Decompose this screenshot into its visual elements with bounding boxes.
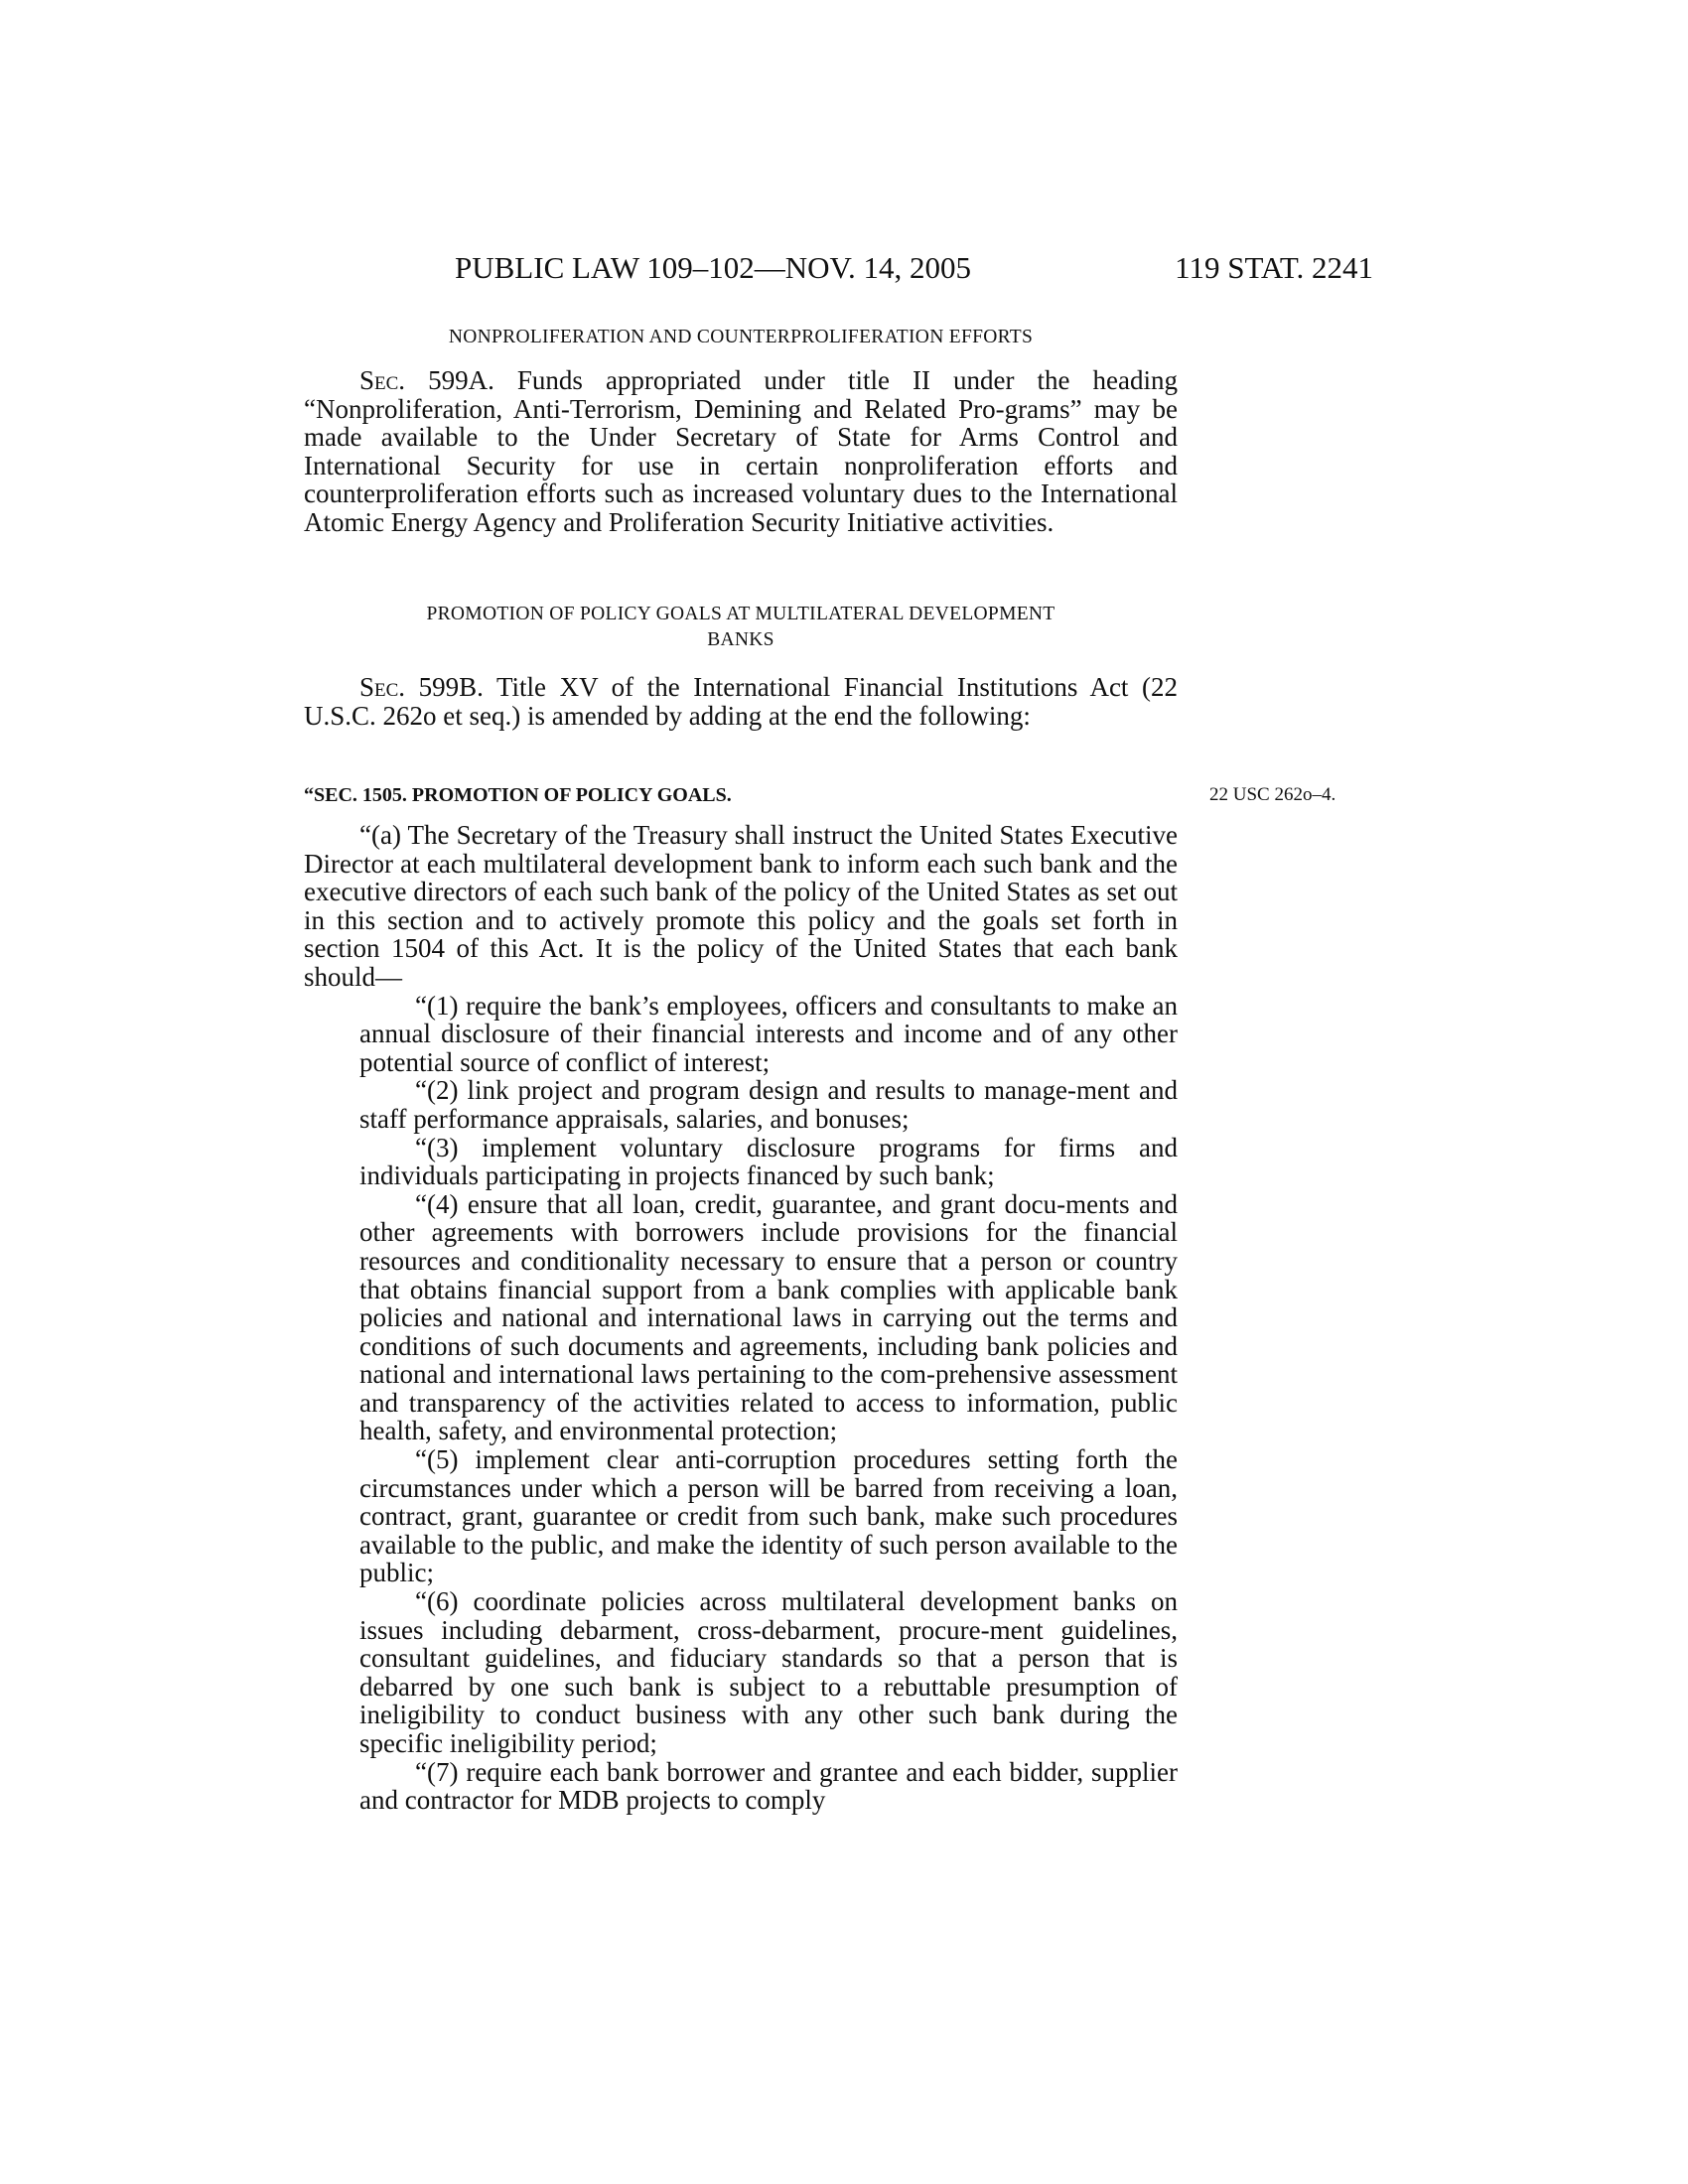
section-1505-intro: “(a) The Secretary of the Treasury shall instruct the United States Executive Director at each multilateral development bank to inform each such bank and the executive directors of each such bank of the policy of the United States as set out in this section and to actively promote this policy and the goals set forth in section 1504 of this Act. It is the policy of the United States that each bank should— [304,820,1178,992]
list-item: “(5) implement clear anti-corruption procedures setting forth the circumstances under which a person will be barred from receiving a loan, contract, grant, guarantee or credit from such bank, make such procedures available to the public, and make the identity of such person available to the public; [359,1444,1178,1588]
list-item: “(6) coordinate policies across multilateral development banks on issues including debarment, cross-debarment, procure-ment guidelines, consultant guidelines, and fiduciary standards so that a person that is debarred by one such bank is subject to a rebuttable presumption of ineligibility to conduct business with any other such bank during the specific ineligibility period; [359,1586,1178,1758]
sec-label: Sec. [359,365,406,395]
section-599b-body [304,673,1178,730]
list-item: “(4) ensure that all loan, credit, guarantee, and grant docu-ments and other agreements with borrowers include provisions for the financial resources and conditionality necessary to ensure that a person or country that obtains financial support from a bank complies with applicable bank policies and national and international laws in carrying out the terms and conditions of such documents and agreements, including bank policies and national and international laws pertaining to the com-prehensive assessment and transparency of the activities related to access to information, public health, safety, and environmental protection; [359,1188,1178,1446]
running-head [455,246,1373,290]
section-599b-paragraph [304,673,1178,730]
sec-label: Sec. [359,672,406,702]
section-599a-paragraph [304,366,1178,537]
list-item: “(2) link project and program design and results to manage-ment and staff performance appraisals, salaries, and bonuses; [359,1075,1178,1134]
list-item: “(3) implement voluntary disclosure programs for firms and individuals participating in projects financed by such bank; [359,1132,1178,1191]
stat-page-number: 119 STAT. 2241 [1175,250,1373,285]
section-1505-body [304,821,1178,1815]
section-heading-599b [304,602,1178,653]
section-599a-text: 599A. Funds appropriated under title II under the heading “Nonproliferation, Anti-Terrorism, Demining and Related Pro-grams” may be made available to the Under Secretary of State for Arms Control and International Security for use in certain nonproliferation efforts and counterproliferation efforts such as increased voluntary dues to the International Atomic Energy Agency and Proliferation Security Initiative activities. [304,365,1178,537]
usc-margin-note: 22 USC 262o–4. [1209,784,1336,805]
list-item: “(7) require each bank borrower and grantee and each bidder, supplier and contractor for MDB projects to comply [359,1756,1178,1816]
law-title: PUBLIC LAW 109–102—NOV. 14, 2005 [455,250,971,285]
section-heading-599b-line1: PROMOTION OF POLICY GOALS AT MULTILATERAL DEVELOPMENT [426,604,1055,624]
section-heading-599a: NONPROLIFERATION AND COUNTERPROLIFERATION EFFORTS [448,327,1034,347]
section-1505-title: “SEC. 1505. PROMOTION OF POLICY GOALS. [304,784,732,806]
policy-items-list [304,992,1178,1815]
section-599b-text: 599B. Title XV of the International Financial Institutions Act (22 U.S.C. 262o et seq.) is amended by adding at the end the following: [304,672,1178,731]
section-599a-body [304,366,1178,537]
list-item: “(1) require the bank’s employees, officers and consultants to make an annual disclosure of their financial interests and income and of any other potential source of conflict of interest; [359,990,1178,1077]
section-heading-599b-line2: BANKS [707,629,774,650]
